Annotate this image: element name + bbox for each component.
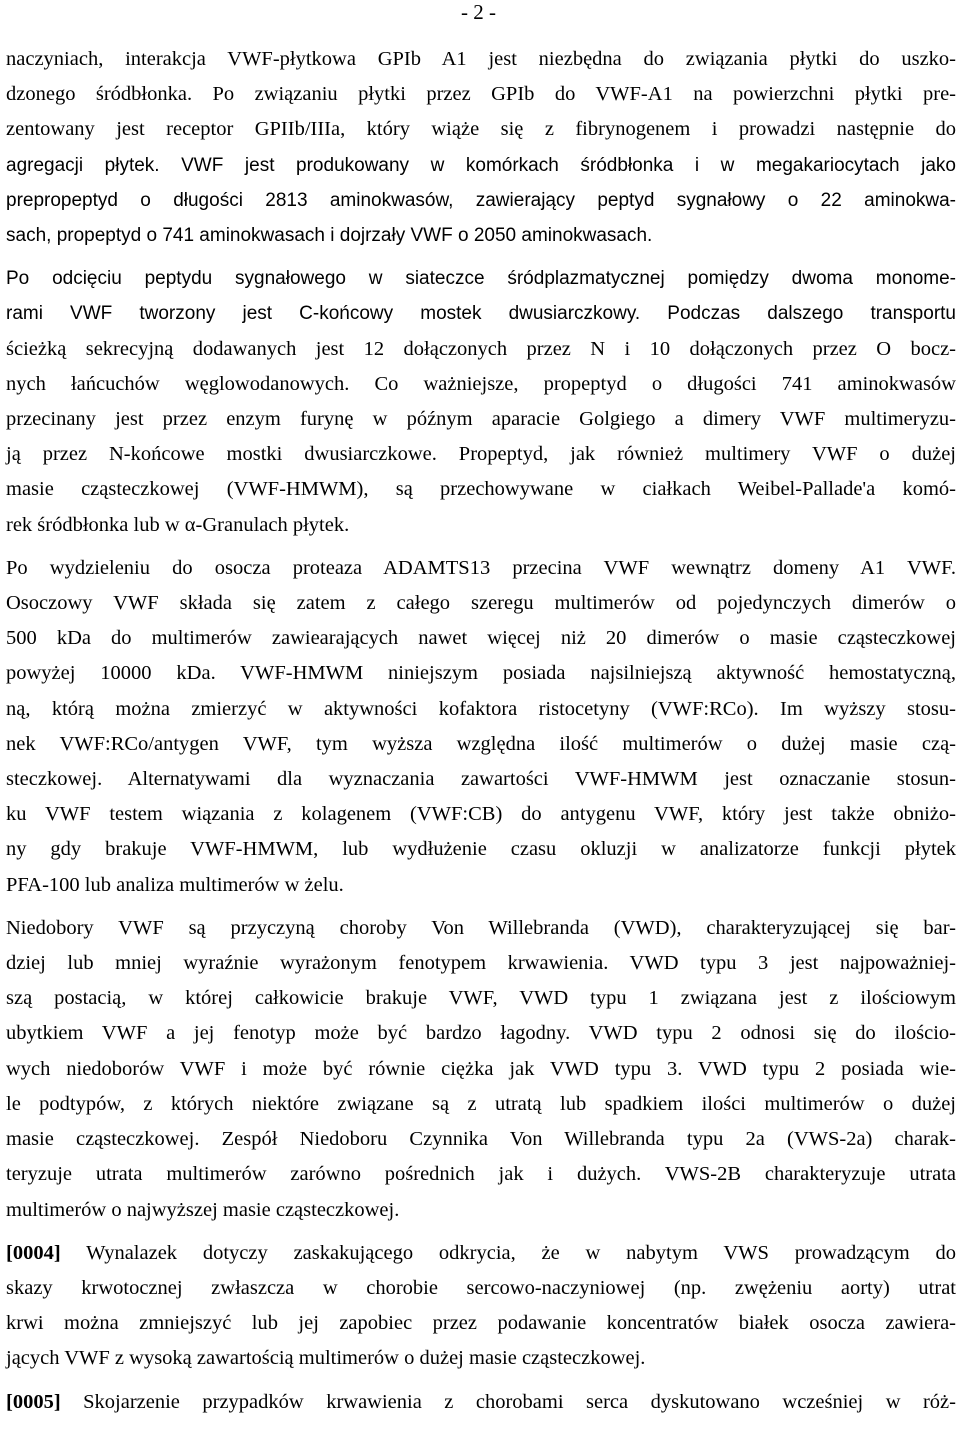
text-line: multimerów o najwyższej masie cząsteczkowej. <box>6 1198 400 1221</box>
text-line: masie cząsteczkowej. Zespół Niedoboru Czynnika Von Willebranda typu 2a (VWS-2a) charak- <box>6 1128 956 1151</box>
text-line: skazy krwotocznej zwłaszcza w chorobie sercowo-naczyniowej (np. zwężeniu aorty) utrat <box>6 1276 956 1299</box>
text-line: ją przez N-końcowe mostki dwusiarczkowe. Propeptyd, jak również multimery VWF o dużej <box>6 443 956 466</box>
text-line: PFA-100 lub analiza multimerów w żelu. <box>6 873 344 896</box>
paragraph <box>6 261 956 543</box>
text-line: le podtypów, z których niektóre związane są z utratą lub spadkiem ilości multimerów o dużej <box>6 1092 956 1115</box>
text-line: ną, którą można zmierzyć w aktywności kofaktora ristocetyny (VWF:RCo). Im wyższy stosu- <box>6 697 956 720</box>
text-line: Po wydzieleniu do osocza proteaza ADAMTS13 przecina VWF wewnątrz domeny A1 VWF. <box>6 556 956 579</box>
text-line: sach, propeptyd o 741 aminokwasach i dojrzały VWF o 2050 aminokwasach. <box>6 225 653 247</box>
text-line: rek śródbłonka lub w α-Granulach płytek. <box>6 513 350 536</box>
text-line: teryzuje utrata multimerów zarówno pośrednich jak i dużych. VWS-2B charakteryzuje utrata <box>6 1163 956 1186</box>
text-line: steczkowej. Alternatywami dla wyznaczania zawartości VWF-HMWM jest oznaczanie stosun- <box>6 768 956 791</box>
text-line: ku VWF testem wiązania z kolagenem (VWF:CB) do antygenu VWF, który jest także obniżo- <box>6 803 956 826</box>
text-fragment: Skojarzenie przypadków krwawienia z chorobami serca dyskutowano wcześniej w róż- <box>60 1390 956 1413</box>
text-line: przecinany jest przez enzym furynę w późnym aparacie Golgiego a dimery VWF multimeryzu- <box>6 408 956 431</box>
text-line: dzonego śródbłonka. Po związaniu płytki przez GPIb do VWF-A1 na powierzchni płytki pre- <box>6 83 956 106</box>
document-body <box>6 42 956 1420</box>
text-line: zentowany jest receptor GPIIb/IIIa, który wiąże się z fibrynogenem i prowadzi następnie do <box>6 118 956 141</box>
text-line: Osoczowy VWF składa się zatem z całego szeregu multimerów od pojedynczych dimerów o <box>6 592 956 615</box>
paragraph <box>6 911 956 1228</box>
text-line: krwi można zmniejszyć lub jej zapobiec przez podawanie koncentratów białek osocza zawiera- <box>6 1312 956 1335</box>
text-line: nych łańcuchów węglowodanowych. Co ważniejsze, propeptyd o długości 741 aminokwasów <box>6 372 956 395</box>
text-line: nek VWF:RCo/antygen VWF, tym wyższa względna ilość multimerów o dużej masie czą- <box>6 732 956 755</box>
text-fragment: Wynalazek dotyczy zaskakującego odkrycia, że w nabytym VWS prowadzącym do <box>60 1241 956 1264</box>
paragraph-0005 <box>6 1385 956 1420</box>
text-line: rami VWF tworzony jest C-końcowy mostek dwusiarczkowy. Podczas dalszego transportu <box>6 303 956 325</box>
text-line: naczyniach, interakcja VWF-płytkowa GPIb A1 jest niezbędna do związania płytki do uszko- <box>6 48 956 70</box>
paragraph <box>6 551 956 903</box>
text-line: 500 kDa do multimerów zawiearających nawet więcej niż 20 dimerów o masie cząsteczkowej <box>6 627 956 650</box>
text-line: Po odcięciu peptydu sygnałowego w siateczce śródplazmatycznej pomiędzy dwoma monome- <box>6 268 956 290</box>
text-line: dziej lub mniej wyraźnie wyrażonym fenotypem krwawienia. VWD typu 3 jest najpoważniej- <box>6 952 956 975</box>
text-line: ny gdy brakuje VWF-HMWM, lub wydłużenie czasu okluzji w analizatorze funkcji płytek <box>6 838 956 861</box>
text-line: ścieżką sekrecyjną dodawanych jest 12 dołączonych przez N i 10 dołączonych przez O bocz- <box>6 337 956 360</box>
text-line <box>6 1385 956 1420</box>
paragraph-ref: [0004] <box>6 1241 61 1264</box>
paragraph <box>6 42 956 253</box>
text-line: Niedobory VWF są przyczyną choroby Von Willebranda (VWD), charakteryzującej się bar- <box>6 916 956 939</box>
text-line: agregacji płytek. VWF jest produkowany w komórkach śródbłonka i w megakariocytach jako <box>6 154 956 176</box>
text-line: jących VWF z wysoką zawartością multimerów o dużej masie cząsteczkowej. <box>6 1347 646 1370</box>
paragraph-ref: [0005] <box>6 1390 61 1413</box>
text-line: masie cząsteczkowej (VWF-HMWM), są przechowywane w ciałkach Weibel-Pallade'a komó- <box>6 478 956 501</box>
text-line: powyżej 10000 kDa. VWF-HMWM niniejszym posiada najsilniejszą aktywność hemostatyczną, <box>6 662 956 685</box>
text-line <box>6 1236 956 1271</box>
text-line: szą postacią, w której całkowicie brakuje VWF, VWD typu 1 związana jest z ilościowym <box>6 987 956 1010</box>
page-number: - 2 - <box>461 0 496 24</box>
text-line: prepropeptyd o długości 2813 aminokwasów, zawierający peptyd sygnałowy o 22 aminokwa- <box>6 189 956 211</box>
text-line: ubytkiem VWF a jej fenotyp może być bardzo łagodny. VWD typu 2 odnosi się do ilościo- <box>6 1022 956 1045</box>
text-line: wych niedoborów VWF i może być równie ciężka jak VWD typu 3. VWD typu 2 posiada wie- <box>6 1057 956 1080</box>
paragraph-0004 <box>6 1236 956 1377</box>
